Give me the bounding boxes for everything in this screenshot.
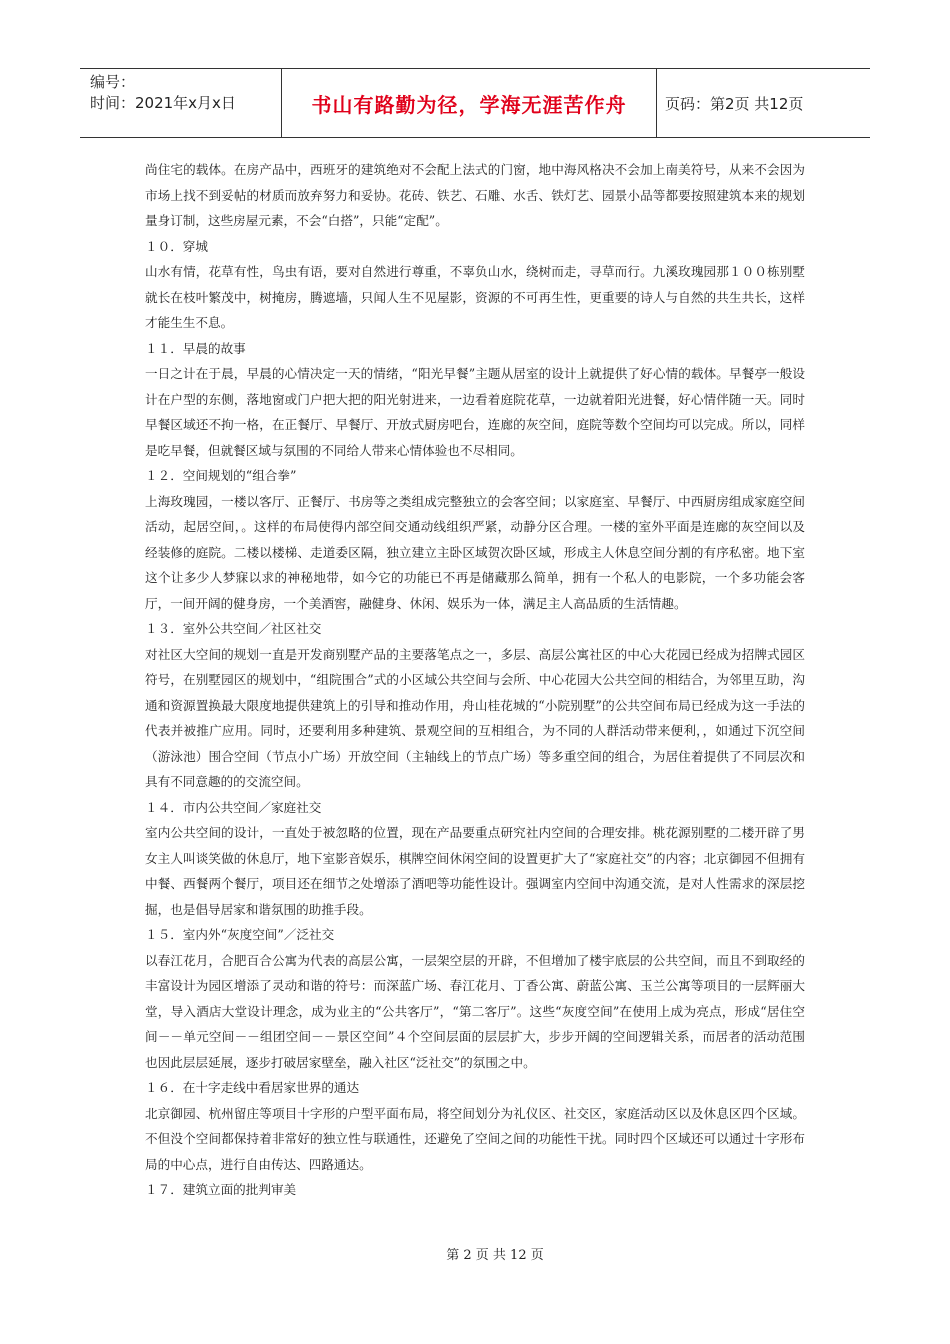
section-heading: １７．建筑立面的批判审美 — [145, 1182, 297, 1197]
section-heading: １４．市内公共空间／家庭社交 — [145, 799, 322, 815]
paragraph: 对社区大空间的规划一直是开发商别墅产品的主要落笔点之一，多层、高层公寓社区的中心大花园已经成为招牌式园区符号，在别墅园区的规划中，“组院围合”式的小区域公共空间与会所、中心花园大公共空间的相结合，为邻里互助，沟通和资源置换最大限度地提供建筑上的引导和推动作用，舟山桂花城的“小院别墅”的公共空间布局已经成为这一手法的代表并被推广应用。同时，还要利用多种建筑、景观空间的互相组合，为不同的人群活动带来便利，，如通过下沉空间（游泳池）围合空间（节点小广场）开放空间（主轴线上的节点广场）等多重空间的组合，为居住着提供了不同层次和具有不同意趣的的交流空间。 — [145, 646, 805, 789]
paragraph: 以春江花月，合肥百合公寓为代表的高层公寓，一层架空层的开辟，不但增加了楼宇底层的公共空间，而且不到取经的丰富设计为园区增添了灵动和谐的符号：而深蓝广场、春江花月、丁香公寓、蔚蓝公寓、玉兰公寓等项目的一层辉丽大堂，导入酒店大堂设计理念，成为业主的“公共客厅”，“第二客厅”。这些“灰度空间”在使用上成为亮点，形成“居住空间－－单元空间－－组团空间－－景区空间”４个空间层面的层层扩大，步步开阔的空间逻辑关系，而居者的活动范围也因此层层延展，逐步打破居家壁垒，融入社区“泛社交”的氛围之中。 — [145, 952, 805, 1070]
section-heading: １２．空间规划的“组合拳” — [145, 468, 297, 483]
paragraph: 上海玫瑰园，一楼以客厅、正餐厅、书房等之类组成完整独立的会客空间；以家庭室、早餐厅、中西厨房组成家庭空间活动，起居空间，。这样的布局使得内部空间交通动线组织严紧，动静分区合理。一楼的室外平面是连廊的灰空间以及经装修的庭院。二楼以楼梯、走道委区隔，独立建立主卧区域贺次卧区域，形成主人休息空间分割的有序私密。地下室这个让多少人梦寐以求的神秘地带，如今它的功能已不再是储藏那么简单，拥有一个私人的电影院，一个多功能会客厅，一间开阔的健身房，一个美酒窖，融健身、休闲、娱乐为一体，满足主人高品质的生活情趣。 — [145, 493, 805, 611]
document-date: 时间：2021年x月x日 — [90, 94, 236, 112]
paragraph: 一日之计在于晨，早晨的心情决定一天的情绪，“阳光早餐”主题从居室的设计上就提供了好心情的载体。早餐亭一般设计在户型的东侧，落地窗或门户把大把的阳光射进来，一边看着庭院花草，一边就着阳光进餐，好心情伴随一天。同时早餐区域还不拘一格，在正餐厅、早餐厅、开放式厨房吧台，连廊的灰空间，庭院等数个空间均可以完成。所以，同样是吃早餐，但就餐区域与氛围的不同给人带来心情体验也不尽相同。 — [145, 366, 805, 458]
paragraph: 尚住宅的载体。在房产品中，西班牙的建筑绝对不会配上法式的门窗，地中海风格决不会加上南美符号，从来不会因为市场上找不到妥帖的材质而放弃努力和妥协。花砖、铁艺、石雕、水舌、铁灯艺、园景小品等都要按照建筑本来的规划量身订制，这些房屋元素，不会“白搭”，只能“定配”。 — [145, 162, 805, 228]
header-page-info: 页码：第2页 共12页 — [665, 94, 804, 113]
section-heading: １６．在十字走线中看居家世界的通达 — [145, 1080, 360, 1095]
page-header — [80, 68, 870, 138]
page-footer: 第 2 页 共 12 页 — [446, 1248, 544, 1263]
document-body — [145, 157, 805, 1203]
section-heading: １３．室外公共空间／社区社交 — [145, 621, 322, 636]
paragraph: 山水有情，花草有性，鸟虫有语，要对自然进行尊重，不辜负山水，绕树而走，寻草而行。九溪玫瑰园那１００栋别墅就长在枝叶繁茂中，树掩房，腾遮墙，只闻人生不见屋影，资源的不可再生性，更重要的诗人与自然的共生共长，这样才能生生不息。 — [145, 264, 805, 330]
header-meta — [80, 69, 282, 137]
section-heading: １０．穿城 — [145, 238, 208, 254]
header-motto: 书山有路勤为径，学海无涯苦作舟 — [282, 69, 657, 137]
paragraph: 北京御园、杭州留庄等项目十字形的户型平面布局，将空间划分为礼仪区、社交区，家庭活动区以及休息区四个区域。不但没个空间都保持着非常好的独立性与联通性，还避免了空间之间的功能性干扰。同时四个区域还可以通过十字形布局的中心点，进行自由传达、四路通达。 — [145, 1105, 805, 1172]
paragraph: 室内公共空间的设计，一直处于被忽略的位置，现在产品要重点研究社内空间的合理安排。桃花源别墅的二楼开辟了男女主人叫谈笑做的休息厅，地下室影音娱乐，棋牌空间休闲空间的设置更扩大了“家庭社交”的内容；北京御园不但拥有中餐、西餐两个餐厅，项目还在细节之处增添了酒吧等功能性设计。强调室内空间中沟通交流，是对人性需求的深层挖掘，也是倡导居家和谐氛围的助推手段。 — [145, 825, 805, 917]
document-number-label: 编号： — [90, 73, 136, 91]
section-heading: １５．室内外“灰度空间”／泛社交 — [145, 927, 335, 942]
section-heading: １１．早晨的故事 — [145, 340, 246, 356]
